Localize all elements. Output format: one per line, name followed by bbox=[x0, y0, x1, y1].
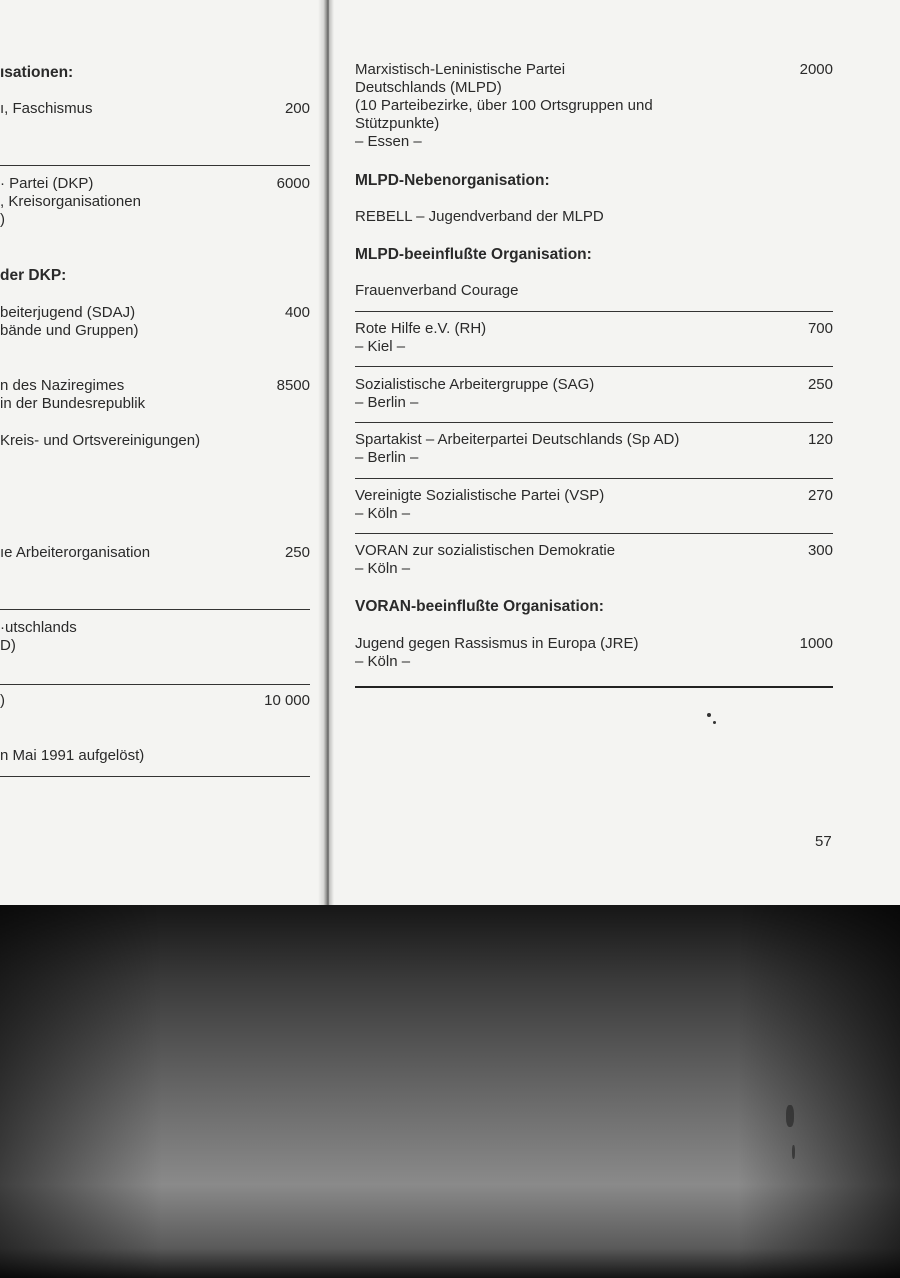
heading: MLPD-Nebenorganisation: bbox=[355, 172, 550, 189]
entry-line: (10 Parteibezirke, über 100 Ortsgruppen und bbox=[355, 97, 653, 114]
entry-line: Stützpunkte) bbox=[355, 115, 440, 132]
entry-count: 250 bbox=[284, 544, 310, 561]
entry-name: ıe Arbeiterorganisation bbox=[0, 544, 151, 561]
entry-line: ) bbox=[0, 211, 5, 228]
entry-name: Frauenverband Courage bbox=[355, 282, 519, 299]
entry-line: in der Bundesrepublik bbox=[0, 395, 146, 412]
divider bbox=[355, 422, 833, 423]
heading: MLPD-beeinflußte Organisation: bbox=[355, 246, 592, 263]
entry-location: – Köln – bbox=[355, 653, 411, 670]
entry-line: , Kreisorganisationen bbox=[0, 193, 141, 210]
entry-line: D) bbox=[0, 637, 16, 654]
entry-name: Sozialistische Arbeitergruppe (SAG) bbox=[355, 376, 595, 393]
entry-line: Deutschlands (MLPD) bbox=[355, 79, 502, 96]
entry-count: 400 bbox=[284, 304, 310, 321]
entry-count: 2000 bbox=[799, 61, 833, 78]
divider bbox=[0, 609, 310, 610]
divider bbox=[355, 533, 833, 534]
entry-count: 120 bbox=[807, 431, 833, 448]
entry-count: 6000 bbox=[276, 175, 310, 192]
entry-line: bände und Gruppen) bbox=[0, 322, 139, 339]
entry-count: 250 bbox=[807, 376, 833, 393]
entry-count: 200 bbox=[284, 100, 310, 117]
divider bbox=[0, 165, 310, 166]
entry-name: n des Naziregimes bbox=[0, 377, 125, 394]
heading: der DKP: bbox=[0, 267, 67, 284]
divider bbox=[355, 686, 833, 688]
entry-count: 1000 bbox=[799, 635, 833, 652]
entry-location: – Köln – bbox=[355, 505, 411, 522]
entry-name: Spartakist – Arbeiterpartei Deutschlands (Sp AD) bbox=[355, 431, 680, 448]
entry-name: beiterjugend (SDAJ) bbox=[0, 304, 136, 321]
entry-location: – Berlin – bbox=[355, 449, 419, 466]
entry-count: 8500 bbox=[276, 377, 310, 394]
entry-name: REBELL – Jugendverband der MLPD bbox=[355, 208, 604, 225]
entry-name: · Partei (DKP) bbox=[0, 175, 94, 192]
heading: VORAN-beeinflußte Organisation: bbox=[355, 598, 604, 615]
entry-name: ) bbox=[0, 692, 5, 709]
entry-count: 300 bbox=[807, 542, 833, 559]
entry-name: Jugend gegen Rassismus in Europa (JRE) bbox=[355, 635, 639, 652]
entry-count: 10 000 bbox=[264, 692, 310, 709]
divider bbox=[355, 366, 833, 367]
entry-location: – Köln – bbox=[355, 560, 411, 577]
gutter-line bbox=[327, 0, 329, 910]
scan-spot bbox=[786, 1105, 794, 1127]
entry-name: Marxistisch-Leninistische Partei bbox=[355, 61, 566, 78]
divider bbox=[355, 478, 833, 479]
page-number: 57 bbox=[815, 833, 832, 850]
speck bbox=[713, 721, 716, 724]
entry-location: – Berlin – bbox=[355, 394, 419, 411]
entry-count: 700 bbox=[807, 320, 833, 337]
entry-name: Rote Hilfe e.V. (RH) bbox=[355, 320, 487, 337]
scan-shadow-edges bbox=[0, 905, 900, 1278]
divider bbox=[355, 311, 833, 312]
entry-location: – Kiel – bbox=[355, 338, 406, 355]
entry-line: n Mai 1991 aufgelöst) bbox=[0, 747, 145, 764]
speck bbox=[707, 713, 711, 717]
book-gutter bbox=[318, 0, 334, 910]
heading: ısationen: bbox=[0, 64, 74, 81]
entry-count: 270 bbox=[807, 487, 833, 504]
divider bbox=[0, 684, 310, 685]
scan-spot bbox=[792, 1145, 795, 1159]
entry-line: Kreis- und Ortsvereinigungen) bbox=[0, 432, 201, 449]
entry-location: – Essen – bbox=[355, 133, 422, 150]
entry-line: ·utschlands bbox=[0, 619, 77, 636]
entry-name: Vereinigte Sozialistische Partei (VSP) bbox=[355, 487, 605, 504]
entry-name: VORAN zur sozialistischen Demokratie bbox=[355, 542, 616, 559]
entry-name: ı, Faschismus bbox=[0, 100, 93, 117]
divider bbox=[0, 776, 310, 777]
